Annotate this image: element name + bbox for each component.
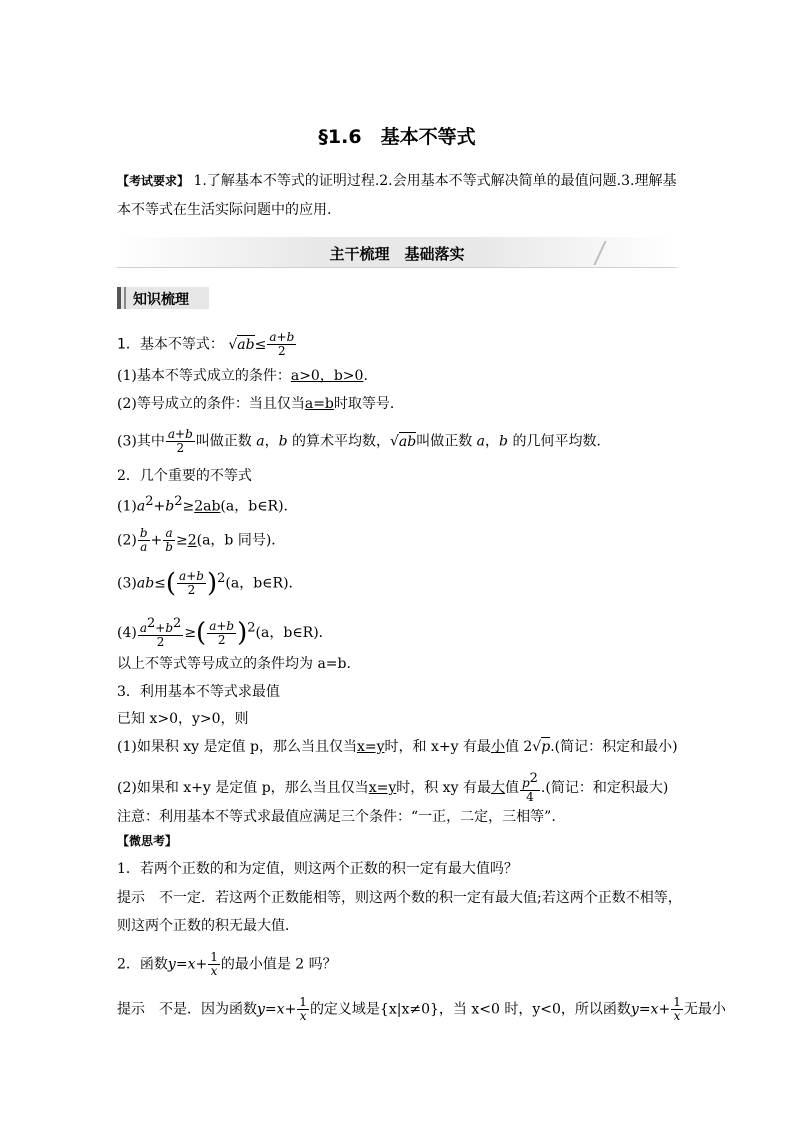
think-a2-end: 无最小 — [683, 1001, 726, 1018]
requirements-line-1 — [117, 172, 676, 190]
formula-basic-inequality: √ab≤ $\frac{a+b}{2}$ — [228, 330, 295, 358]
think-a1-line1: 提示 不一定．若这两个正数能相等，则这两个数的积一定有最大值;若这两个正数不相等， — [117, 890, 682, 906]
item1-means-mid-2: 叫做正数 — [416, 433, 473, 450]
item1-means-mid: 叫做正数 — [195, 433, 252, 450]
item1-eq-end: 时取等号． — [333, 396, 404, 412]
item2-ineq2-cond: (a，b 同号)． — [196, 532, 286, 549]
item1-eq-label: (2)等号成立的条件：当且仅当 — [117, 396, 305, 412]
item1-means-start: (3)其中 — [117, 433, 165, 450]
item2-ineq1-cond: (a，b∈R)． — [220, 498, 298, 515]
item2-ineq3: (3)ab≤( $\frac{a+b}{2}$ )$^2$(a，b∈R)． — [117, 568, 303, 599]
item3-p2-d: .(简记：和定积最大) — [540, 780, 669, 796]
item3-p2-cond: x=y — [368, 780, 397, 796]
page-title: §1.6 基本不等式 — [318, 126, 476, 148]
item2-summary: 以上不等式等号成立的条件均为 a=b. — [117, 656, 351, 672]
requirements-text-1: 1.了解基本不等式的证明过程.2.会用基本不等式解决简单的最值问题.3.理解基 — [193, 173, 677, 189]
item3-given: 已知 x>0，y>0，则 — [117, 711, 249, 727]
requirements-line-2: 本不等式在生活实际问题中的应用. — [117, 202, 332, 218]
think-q2-end: 的最小值是 2 吗？ — [220, 956, 337, 973]
think-a1-line2: 则这两个正数的积无最大值． — [117, 918, 299, 934]
think-q2: 2．函数y=x+ $\frac{1}{x}$ 的最小值是 2 吗？ — [117, 950, 337, 978]
section-tag-bar — [124, 287, 126, 309]
section-tag — [117, 287, 209, 309]
item2-ineq1: $(1)a^2+b^2\ge 2ab(a$，b∈R)． — [117, 494, 298, 515]
item3-p1-word: 小 — [490, 739, 505, 755]
item1-eq-value: a=b — [304, 396, 334, 412]
item2-ineq3-cond: (a，b∈R)． — [225, 575, 303, 592]
think-a2-mid: 的定义域是{x|x≠0}，当 x<0 时，y<0，所以函数 — [309, 1001, 631, 1018]
requirements-label: 【考试要求】 — [117, 174, 190, 188]
section-tag-label: 知识梳理 — [133, 292, 189, 308]
section-banner — [117, 237, 677, 267]
banner-title: 主干梳理 基础落实 — [329, 245, 465, 263]
item1-cond-label: (1)基本不等式成立的条件： — [117, 368, 291, 384]
item3-p1-c: 值 — [504, 739, 519, 755]
think-a2-start: 提示 不是．因为函数 — [117, 1001, 257, 1018]
item2-ineq4-cond: (a，b∈R)． — [255, 625, 333, 641]
item1-means-arith: 的算术平均数， — [291, 433, 390, 450]
think-a2: 提示 不是．因为函数y=x+ $\frac{1}{x}$ 的定义域是{x|x≠0}，当 x<0 时，y<0，所以函数y=x+ $\frac{1}{x}$ 无最小 — [117, 995, 726, 1023]
item3-p1-b: 时，和 x+y 有最 — [384, 739, 491, 755]
think-q1: 1．若两个正数的和为定值，则这两个正数的积一定有最大值吗？ — [117, 861, 518, 877]
item3-p2-a: (2)如果和 x+y 是定值 p，那么当且仅当 — [117, 780, 369, 796]
think-q2-start: 2．函数 — [117, 956, 168, 973]
item1-cond-end: . — [363, 368, 368, 384]
item2-ineq1-value: 2ab — [194, 498, 221, 515]
item1-eq-line — [117, 395, 404, 413]
item3-p2-word: 大 — [490, 780, 505, 796]
item2-heading: 2．几个重要的不等式 — [117, 468, 252, 484]
item3-note: 注意：利用基本不等式求最值应满足三个条件：“一正，二定，三相等”. — [117, 809, 556, 825]
item3-p2-b: 时，积 xy 有最 — [396, 780, 491, 796]
item1-means-geo: 的几何平均数． — [512, 433, 611, 450]
item3-p2: (2)如果和 x+y 是定值 p，那么当且仅当x=y时，积 xy 有最大值 $\frac{p^2}{4}$ .(简记：和定积最大) — [117, 771, 669, 804]
item3-heading: 3．利用基本不等式求最值 — [117, 684, 280, 700]
item2-ineq2-value: 2 — [187, 532, 197, 549]
item3-p1: (1)如果积 xy 是定值 p，那么当且仅当x=y时，和 x+y 有最小值 2√p.(简记：积定和最小) — [117, 739, 678, 755]
item3-p1-cond: x=y — [356, 739, 385, 755]
item2-ineq4: (4) $\frac{a^2+b^2}{2}$ ≥( $\frac{a+b}{2}$ )$^2$(a，b∈R)． — [117, 616, 333, 649]
item1-heading: 1．基本不等式： — [117, 336, 224, 353]
item1-cond-value: a>0，b>0 — [290, 368, 364, 384]
item1-means-line: (3)其中 $\frac{a+b}{2}$ 叫做正数 a，b 的算术平均数，√ab叫做正数 a，b 的几何平均数． — [117, 427, 611, 455]
item1-cond-line — [117, 367, 368, 385]
formula-arith-mean: $\frac{a+b}{2}$ — [167, 427, 193, 455]
item3-p1-a: (1)如果积 xy 是定值 p，那么当且仅当 — [117, 739, 357, 755]
item3-p1-d: .(简记：积定和最小) — [550, 739, 678, 755]
think-label: 【微思考】 — [117, 834, 178, 848]
item1-heading-line — [117, 331, 297, 358]
item2-ineq2: (2) $\frac{b}{a}$ + $\frac{a}{b}$ ≥2(a，b 同号)． — [117, 526, 286, 554]
item3-p2-c: 值 — [504, 780, 519, 796]
